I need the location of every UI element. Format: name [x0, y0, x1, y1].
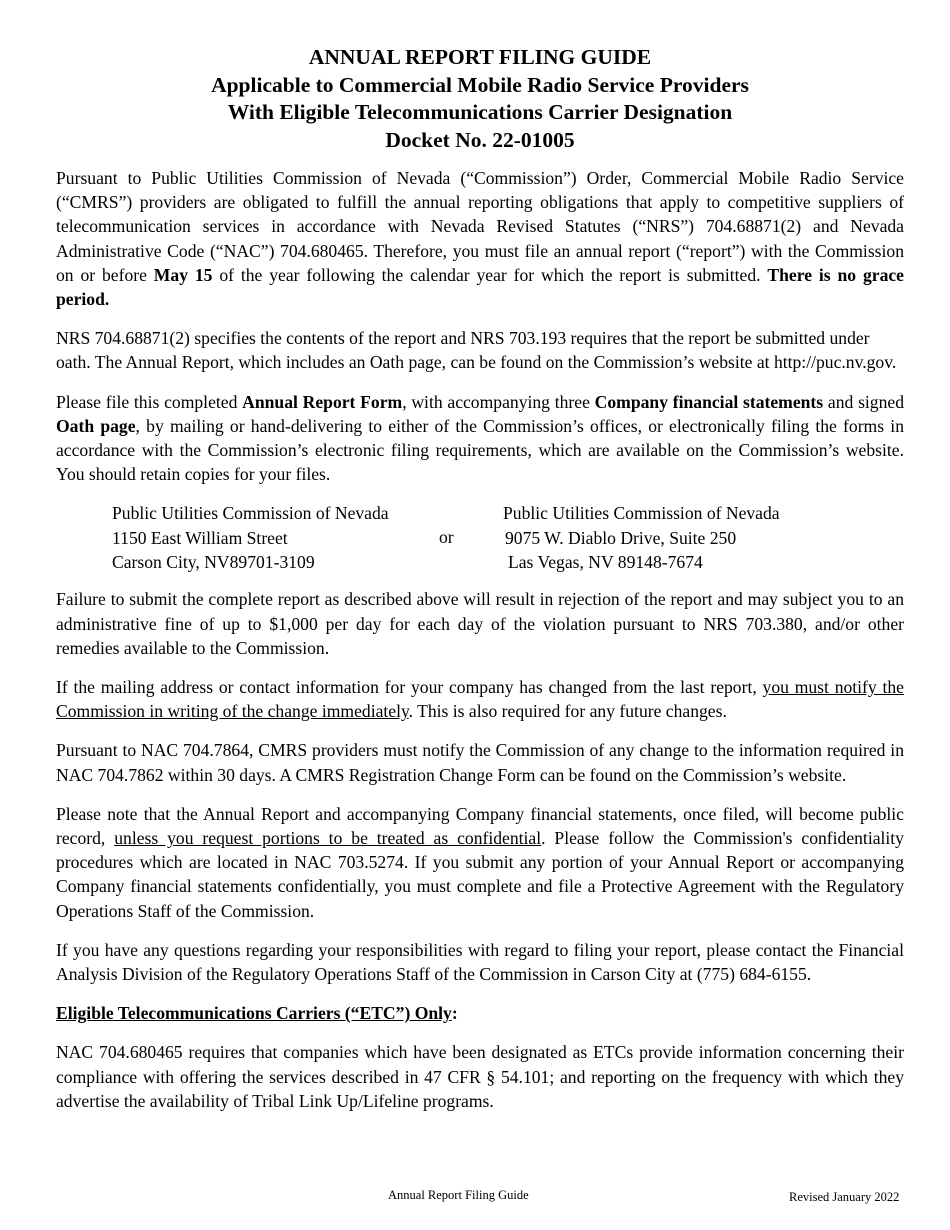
address-line: Public Utilities Commission of Nevada	[112, 503, 389, 524]
address-change-paragraph	[56, 675, 904, 723]
address-line: Las Vegas, NV 89148-7674	[508, 551, 703, 572]
confidentiality-text-c: . Please follow the Commission's confidentiality procedures which are located in NAC 703.5274. If you submit any portion of your Annual Report or accompanying Company financial statements confidentially, you must complete and file a Protective Agreement with the Regulatory Operations Staff of the Commission.	[56, 828, 904, 921]
intro-paragraph	[56, 166, 904, 311]
confidentiality-paragraph	[56, 802, 904, 923]
annual-report-form-label: Annual Report Form	[242, 391, 403, 412]
address-or-separator: or	[439, 527, 454, 548]
intro-text-c: of the year following the calendar year for which the report is submitted.	[212, 264, 768, 285]
notify-commission-notice: you must notify the Commission in writing of the change immediately	[56, 677, 904, 722]
penalty-paragraph: Failure to submit the complete report as described above will result in rejection of the report and may subject you to an administrative fine of up to $1,000 per day for each day of the violation pursuant to NRS 703.380, and/or other remedies available to the Commission.	[56, 589, 904, 658]
grace-period-notice: There is no grace period.	[56, 264, 904, 310]
page-footer	[0, 1188, 950, 1208]
contact-paragraph: If you have any questions regarding your responsibilities with regard to filing your report, please contact the Financial Analysis Division of the Regulatory Operations Staff of the Commission in Carson City at (775) 684-6155.	[56, 939, 904, 985]
oath-paragraph: NRS 704.68871(2) specifies the contents of the report and NRS 703.193 requires that the report be submitted under oath. The Annual Report, which includes an Oath page, can be found on the Commission’s website at http://puc.nv.gov.	[56, 328, 897, 373]
oath-page-label: Oath page	[56, 415, 136, 436]
filing-text-a: Please file this completed	[56, 391, 243, 412]
address-change-text-a: If the mailing address or contact information for your company has changed from the last report,	[56, 677, 763, 698]
address-line: Public Utilities Commission of Nevada	[503, 503, 780, 524]
footer-revision-date: Revised January 2022	[789, 1190, 900, 1204]
etc-section-heading	[56, 1001, 904, 1025]
etc-heading-colon: :	[451, 1003, 458, 1024]
confidentiality-text-a: Please note that the Annual Report and accompanying Company financial statements, once filed, will become public record,	[56, 803, 904, 849]
title-line-2: Applicable to Commercial Mobile Radio Service Providers	[211, 72, 749, 97]
address-change-text-c: . This is also required for any future changes.	[408, 701, 727, 722]
title-line-1: ANNUAL REPORT FILING GUIDE	[308, 45, 652, 69]
address-line: 1150 East William Street	[112, 527, 288, 548]
filing-text-c: , with accompanying three	[402, 391, 595, 412]
financial-statements-label: Company financial statements	[594, 391, 824, 412]
document-page	[56, 44, 904, 1128]
docket-number: Docket No. 22-01005	[385, 127, 575, 152]
filing-text-g: , by mailing or hand-delivering to either of the Commission’s offices, or electronically filing the forms in accordance with the Commission’s electronic filing requirements, which are available on the Commission’s website. You should retain copies for your files.	[56, 415, 904, 485]
footer-title: Annual Report Filing Guide	[388, 1188, 529, 1202]
office-addresses	[56, 501, 904, 573]
filing-instructions-paragraph	[56, 390, 904, 487]
filing-deadline: May 15	[153, 264, 213, 285]
registration-change-paragraph: Pursuant to NAC 704.7864, CMRS providers must notify the Commission of any change to the information required in NAC 704.7862 within 30 days. A CMRS Registration Change Form can be found on the Commission’s website.	[56, 740, 904, 785]
etc-heading-text: Eligible Telecommunications Carriers (“ETC”) Only	[56, 1003, 452, 1024]
carson-city-address	[112, 501, 389, 574]
address-line: 9075 W. Diablo Drive, Suite 250	[505, 527, 737, 548]
filing-text-e: and signed	[823, 391, 904, 412]
address-line: Carson City, NV89701-3109	[112, 551, 315, 572]
intro-text-a: Pursuant to Public Utilities Commission of Nevada (“Commission”) Order, Commercial Mobile Radio Service (“CMRS”) providers are obligated to fulfill the annual reporting obligations that apply to competitive suppliers of telecommunication services in accordance with Nevada Revised Statutes (“NRS”) 704.68871(2) and Nevada Administrative Code (“NAC”) 704.680465. Therefore, you must file an annual report (“report”) with the Commission on or before	[56, 168, 904, 285]
document-title	[56, 44, 904, 154]
las-vegas-address	[503, 501, 780, 574]
etc-requirements-paragraph: NAC 704.680465 requires that companies which have been designated as ETCs provide information concerning their compliance with offering the services described in 47 CFR § 54.101; and reporting on the frequency with which they advertise the availability of Tribal Link Up/Lifeline programs.	[56, 1042, 904, 1111]
title-line-3: With Eligible Telecommunications Carrier Designation	[227, 100, 733, 124]
confidential-request-notice: unless you request portions to be treated as confidential	[114, 828, 542, 849]
